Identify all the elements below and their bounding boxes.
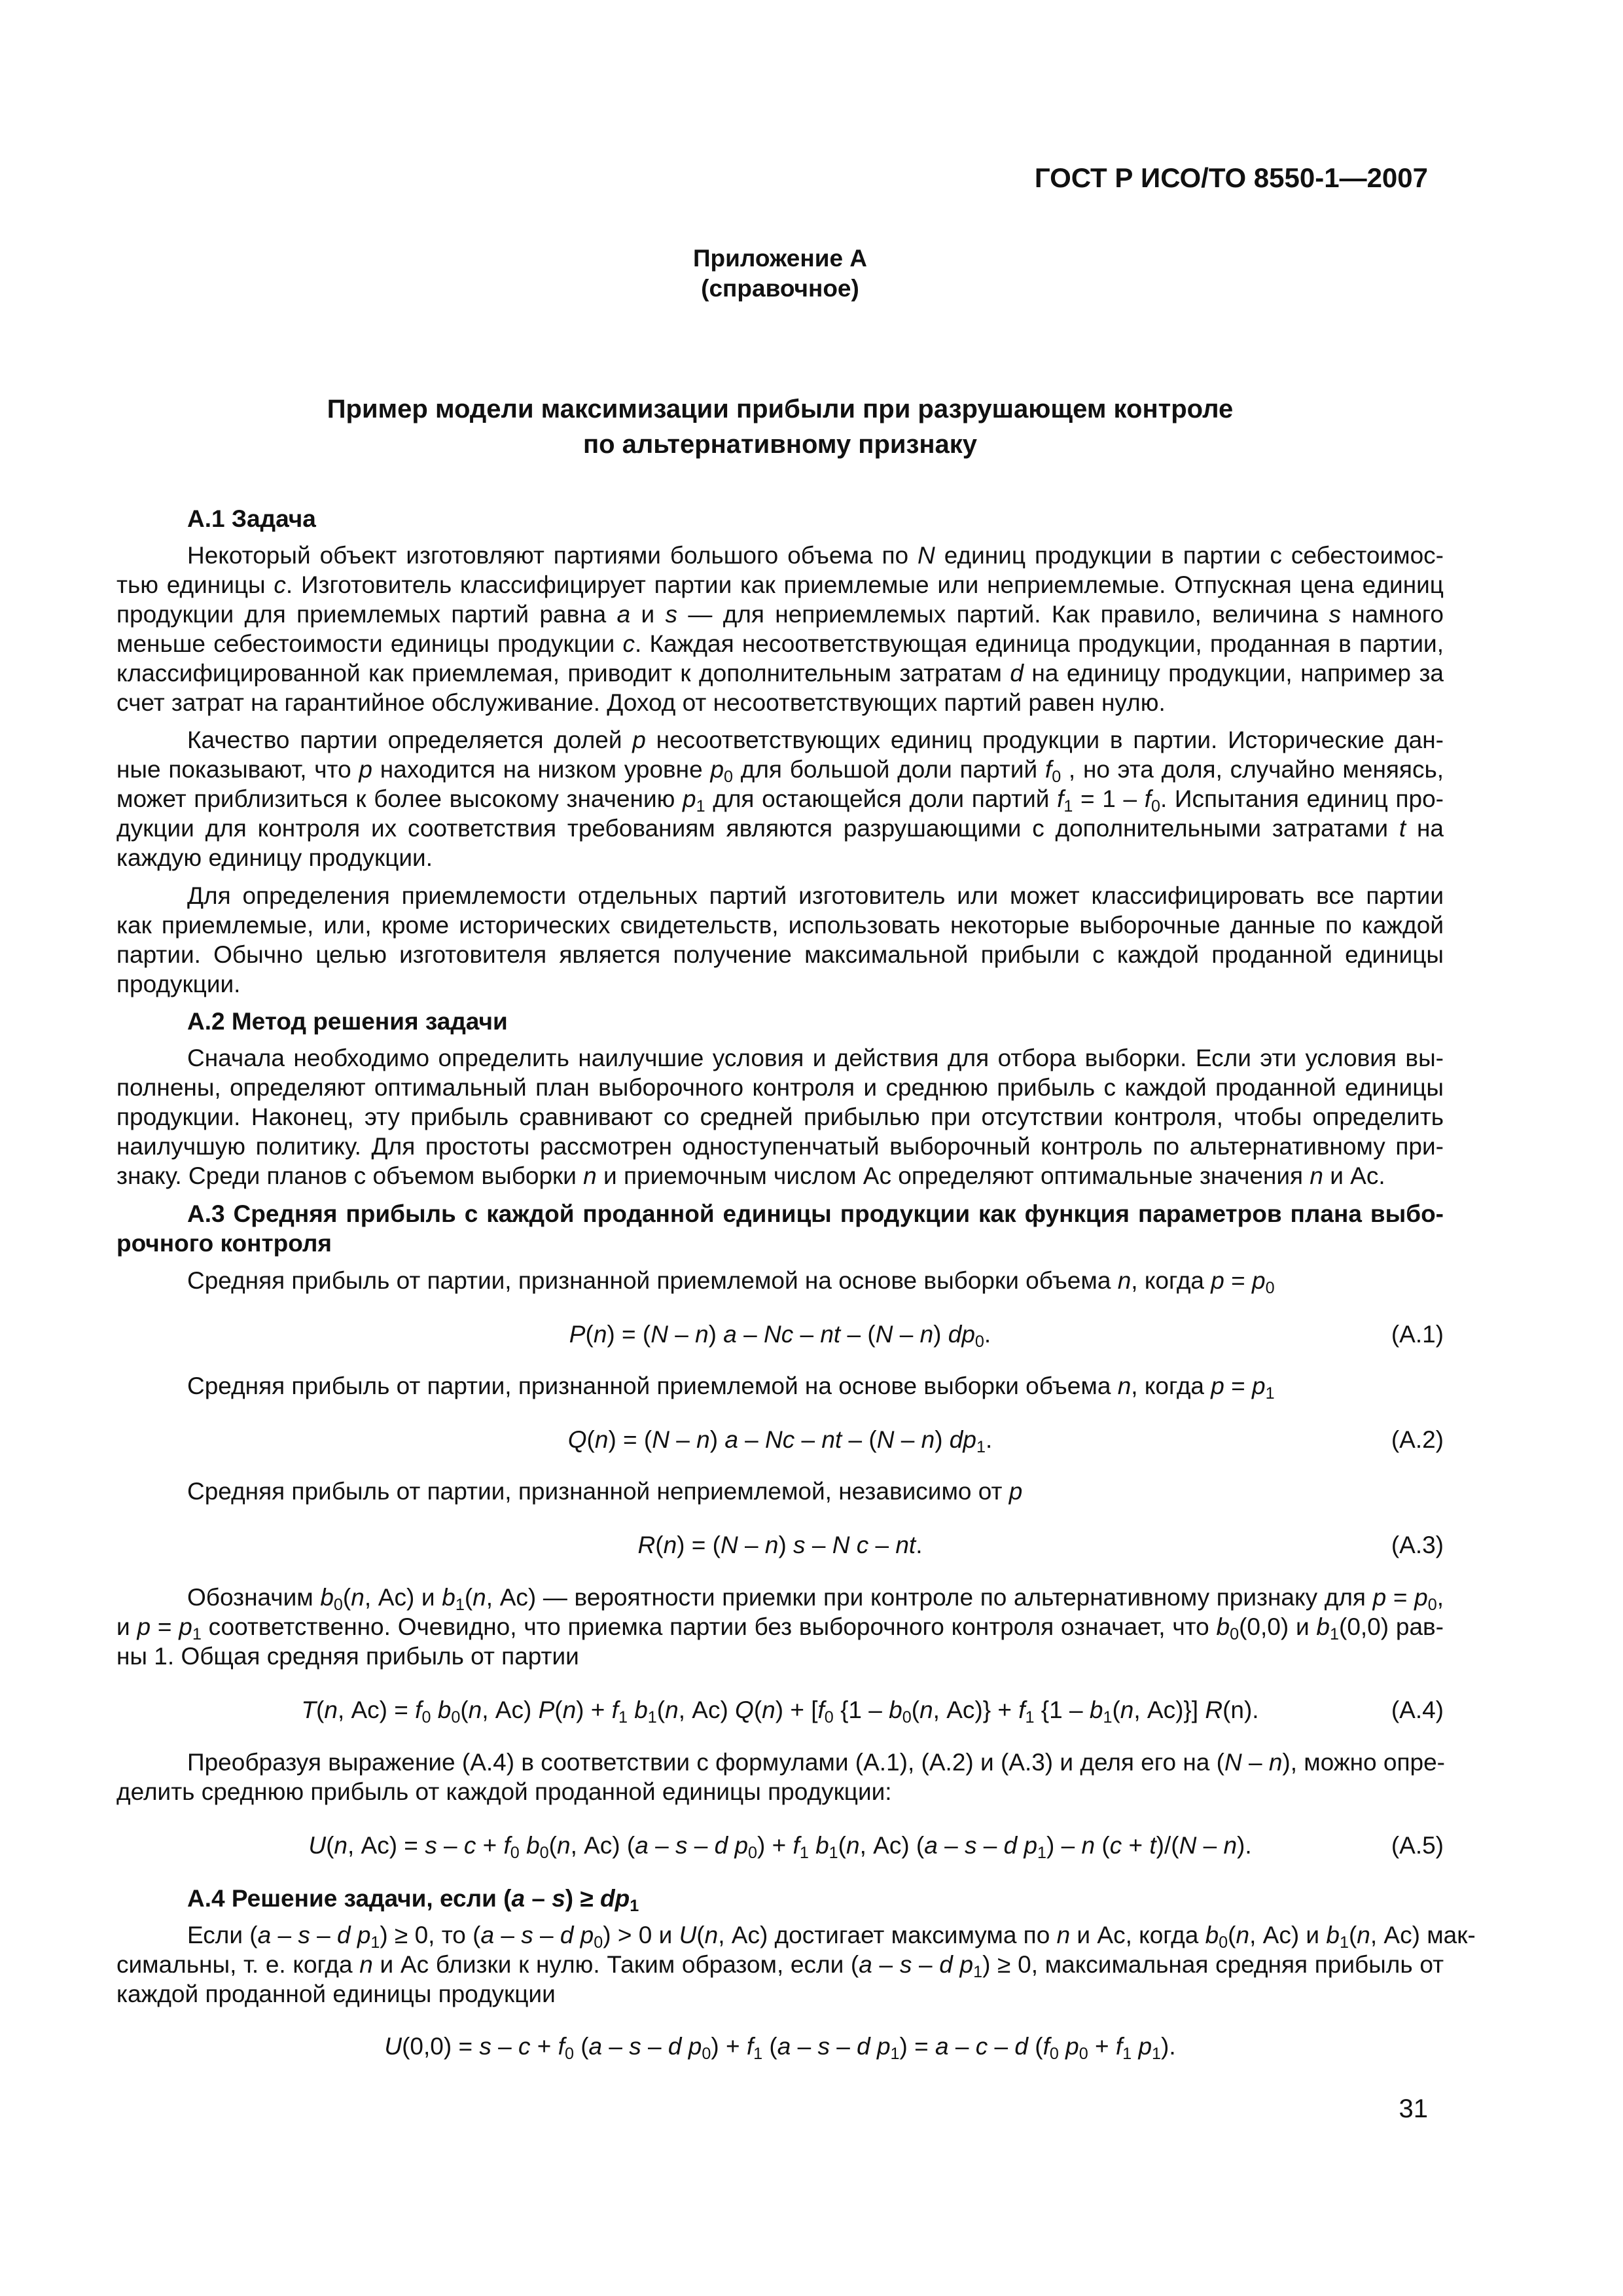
- equation-formula: P(n) = (N – n) a – Nc – nt – (N – n) $dp_0$.: [569, 1321, 991, 1352]
- paragraph-line: каждой проданной единицы продукции: [116, 1981, 556, 2007]
- annex-note: (справочное): [701, 275, 859, 302]
- paragraph-line: Средняя прибыль от партии, признанной приемлемой на основе выборки объема n, когда $p = p_1$: [187, 1372, 1275, 1403]
- paragraph-line: дукции для контроля их соответствия требованиям являются разрушающими с дополнительными затратами t на: [116, 815, 1444, 842]
- paragraph-line: продукции.: [116, 971, 241, 997]
- paragraph-line: Обозначим $b_0(n$, Ас) и $b_1(n$, Ас) — вероятности приемки при контроле по альтернативному признаку для $p = p_0$,: [187, 1584, 1444, 1615]
- paragraph-line: знаку. Среди планов с объемом выборки n и приемочным числом Ас определяют оптимальные значения n и Ас.: [116, 1162, 1385, 1189]
- paragraph-line: Качество партии определяется долей p несоответствующих единиц продукции в партии. Исторические дан-: [187, 726, 1444, 753]
- document-number: ГОСТ Р ИСО/ТО 8550-1—2007: [1034, 162, 1428, 193]
- paragraph-line: Некоторый объект изготовляют партиями большого объема по N единиц продукции в партии с себестоимос-: [187, 542, 1444, 569]
- section-heading-a4-text: А.4 Решение задачи, если: [187, 1885, 504, 1912]
- section-heading-a2: А.2 Метод решения задачи: [187, 1008, 508, 1035]
- paragraph-line: Если (a – s – d $p_1) \ge 0$, то (a – s – d $p_0) > 0$ и U(n, Ас) достигает максимума по n и Ас, когда $b_0(n$, Ас) и $b_1(n$, Ас) мак-: [187, 1922, 1476, 1952]
- section-heading-a4: А.4 Решение задачи, если $(a - s) \ge dp_1$: [187, 1885, 639, 1916]
- paragraph-line: продукции. Наконец, эту прибыль сравнивают со средней прибылью при отсутствии контроля, чтобы определить: [116, 1103, 1444, 1130]
- paragraph-line: может приблизиться к более высокому значению $p_1$ для остающейся доли партий $f_1 = 1 - f_0$. Испытания единиц про-: [116, 785, 1444, 816]
- annex-title-line2: по альтернативному признаку: [582, 430, 978, 459]
- annex-title-line1: Пример модели максимизации прибыли при разрушающем контроле: [327, 395, 1234, 423]
- paragraph-line: наилучшую политику. Для простоты рассмотрен одноступенчатый выборочный контроль по альтернативному при-: [116, 1133, 1444, 1160]
- section-heading-a3: А.3 Средняя прибыль с каждой проданной единицы продукции как функция параметров плана выбо-: [187, 1200, 1444, 1227]
- equation-formula: U(n, $Ас) = s - c + f_0$ $b_0(n$, Ас) (a – s – d $p_0) + f_1$ $b_1(n$, Ас) (a – s – d $p_1$) – n (c + t)/(N – n).: [308, 1832, 1252, 1863]
- equation-formula: $U(0,0) = s - c + f_0$ (a – s – d $p_0) + f_1$ (a – s – d $p_1) = a - c - d$ ($f_0$ $p_0 + f_1$ $p_1$).: [384, 2033, 1176, 2064]
- paragraph-line: тью единицы c. Изготовитель классифицирует партии как приемлемые или неприемлемые. Отпускная цена единиц: [116, 571, 1444, 598]
- paragraph-line: и $p = p_1$ соответственно. Очевидно, что приемка партии без выборочного контроля означает, что $b_0(0,0)$ и $b_1(0,0)$ рав-: [116, 1613, 1444, 1644]
- paragraph-line: продукции для приемлемых партий равна a и s — для неприемлемых партий. Как правило, величина s намного: [116, 601, 1444, 628]
- paragraph-line: Средняя прибыль от партии, признанной приемлемой на основе выборки объема n, когда $p = p_0$: [187, 1267, 1275, 1298]
- equation-number: (А.1): [1391, 1321, 1444, 1348]
- paragraph-line: Преобразуя выражение (А.4) в соответствии с формулами (А.1), (А.2) и (А.3) и деля его на (N – n), можно опре-: [187, 1749, 1446, 1776]
- equation-formula: R(n) = (N – n) s – N c – nt.: [637, 1532, 923, 1558]
- paragraph-line: меньше себестоимости единицы продукции c. Каждая несоответствующая единица продукции, проданная в партии,: [116, 630, 1444, 657]
- annex-label: Приложение А: [692, 245, 868, 272]
- equation-number: (А.3): [1391, 1532, 1444, 1558]
- paragraph-line: симальны, т. е. когда n и Ас близки к нулю. Таким образом, если (a – s – d $p_1) \ge 0$, максимальная средняя прибыль от: [116, 1951, 1444, 1982]
- paragraph-line: ные показывают, что p находится на низком уровне $p_0$ для большой доли партий $f_0$ , но эта доля, случайно меняясь,: [116, 756, 1444, 787]
- equation-number: (А.4): [1391, 1696, 1444, 1723]
- equation-formula: Q(n) = (N – n) a – Nc – nt – (N – n) $dp_1$.: [567, 1426, 993, 1457]
- paragraph-line: партии. Обычно целью изготовителя является получение максимальной прибыли с каждой проданной единицы: [116, 941, 1444, 968]
- paragraph-line: Для определения приемлемости отдельных партий изготовитель или может классифицировать все партии: [187, 882, 1444, 909]
- section-heading-a3-cont: рочного контроля: [116, 1230, 332, 1257]
- equation-number: (А.2): [1391, 1426, 1444, 1453]
- paragraph-line: делить среднюю прибыль от каждой проданной единицы продукции:: [116, 1778, 892, 1805]
- paragraph-line: счет затрат на гарантийное обслуживание. Доход от несоответствующих партий равен нулю.: [116, 689, 1166, 716]
- paragraph-line: каждую единицу продукции.: [116, 844, 433, 871]
- equation-formula: T(n, $Ас) = f_0$ $b_0(n$, Ас) $P(n) + f_1$ $b_1(n$, Ас) $Q(n) + [f_0$ {$1 - b_0(n$, $Ас)\} + f_1$ {$1 - b_1(n$, Ас)}] R(n).: [301, 1696, 1259, 1727]
- section-heading-a1: А.1 Задача: [187, 505, 316, 532]
- paragraph-line: Сначала необходимо определить наилучшие условия и действия для отбора выборки. Если эти условия вы-: [187, 1045, 1444, 1071]
- page-number: 31: [1399, 2094, 1428, 2123]
- equation-number: (А.5): [1391, 1832, 1444, 1859]
- paragraph-line: как приемлемые, или, кроме исторических свидетельств, использовать некоторые выборочные данные по каждой: [116, 912, 1444, 939]
- paragraph-line: ны 1. Общая средняя прибыль от партии: [116, 1643, 579, 1670]
- paragraph-line: полнены, определяют оптимальный план выборочного контроля и среднюю прибыль с каждой проданной единицы: [116, 1074, 1444, 1101]
- paragraph-line: Средняя прибыль от партии, признанной неприемлемой, независимо от p: [187, 1478, 1023, 1505]
- paragraph-line: классифицированной как приемлемая, приводит к дополнительным затратам d на единицу продукции, например за: [116, 660, 1444, 687]
